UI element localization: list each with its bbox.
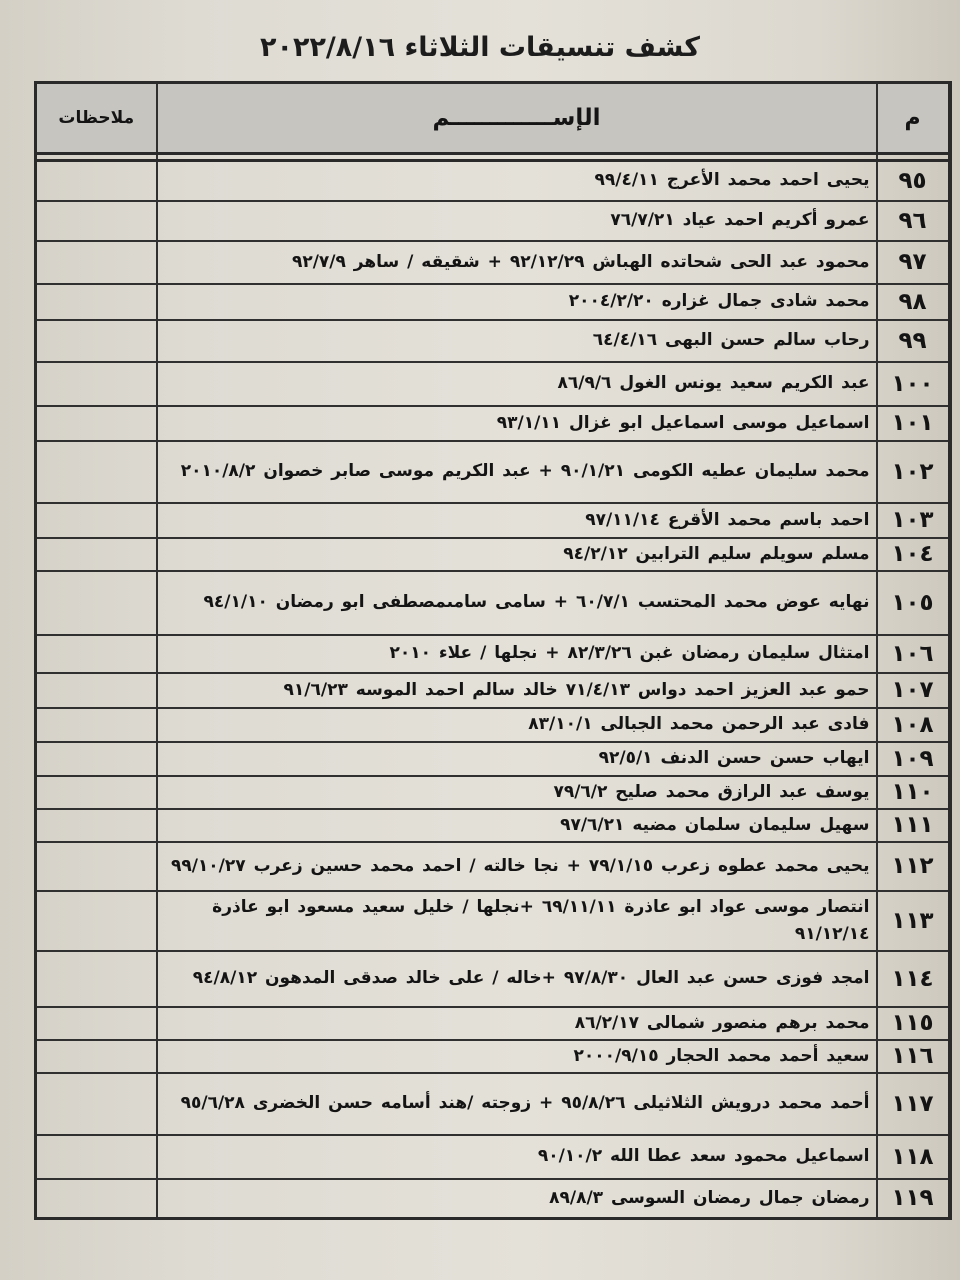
row-number: ٩٥ bbox=[877, 161, 950, 201]
row-number: ١٠٦ bbox=[877, 635, 950, 673]
table-row bbox=[36, 1073, 950, 1135]
row-number: ١١٥ bbox=[877, 1007, 950, 1040]
table-row bbox=[36, 1040, 950, 1073]
table-row bbox=[36, 776, 950, 809]
row-notes bbox=[36, 1179, 157, 1219]
row-name: احمد باسم محمد الأقرع ٩٧/١١/١٤ bbox=[157, 503, 877, 538]
row-number: ١١٣ bbox=[877, 891, 950, 951]
row-number: ٩٧ bbox=[877, 241, 950, 284]
table-row bbox=[36, 161, 950, 201]
row-name: نهايه عوض محمد المحتسب ٦٠/٧/١ + سامى سامىمصطفى ابو رمضان ٩٤/١/١٠ bbox=[157, 571, 877, 635]
row-notes bbox=[36, 320, 157, 362]
table-row bbox=[36, 842, 950, 891]
row-name: محمد سليمان عطيه الكومى ٩٠/١/٢١ + عبد الكريم موسى صابر خصوان ٢٠١٠/٨/٢ bbox=[157, 441, 877, 503]
row-number: ١٠٣ bbox=[877, 503, 950, 538]
row-name: اسماعيل محمود سعد عطا الله ٩٠/١٠/٢ bbox=[157, 1135, 877, 1179]
table-row bbox=[36, 406, 950, 441]
table-row bbox=[36, 441, 950, 503]
table-row bbox=[36, 241, 950, 284]
table-row bbox=[36, 320, 950, 362]
row-number: ٩٦ bbox=[877, 201, 950, 241]
table-row bbox=[36, 635, 950, 673]
row-name: امجد فوزى حسن عبد العال ٩٧/٨/٣٠ +خاله / على خالد صدقى المدهون ٩٤/٨/١٢ bbox=[157, 951, 877, 1007]
row-number: ١١٧ bbox=[877, 1073, 950, 1135]
table-row bbox=[36, 809, 950, 842]
table-row bbox=[36, 1135, 950, 1179]
row-notes bbox=[36, 241, 157, 284]
row-number: ١٠٤ bbox=[877, 538, 950, 571]
row-name: محمد شادى جمال غزاره ٢٠٠٤/٢/٢٠ bbox=[157, 284, 877, 320]
header-row bbox=[36, 83, 950, 154]
table-row bbox=[36, 284, 950, 320]
row-number: ١١٨ bbox=[877, 1135, 950, 1179]
table-row bbox=[36, 1007, 950, 1040]
table-row bbox=[36, 503, 950, 538]
row-notes bbox=[36, 635, 157, 673]
row-name: يحيى احمد محمد الأعرج ٩٩/٤/١١ bbox=[157, 161, 877, 201]
row-notes bbox=[36, 1135, 157, 1179]
table-row bbox=[36, 1179, 950, 1219]
table-row bbox=[36, 538, 950, 571]
row-name: أحمد محمد درويش الثلاثيلى ٩٥/٨/٢٦ + زوجته /هند أسامه حسن الخضرى ٩٥/٦/٢٨ bbox=[157, 1073, 877, 1135]
row-notes bbox=[36, 161, 157, 201]
row-notes bbox=[36, 503, 157, 538]
table-row bbox=[36, 673, 950, 708]
row-name: عبد الكريم سعيد يونس الغول ٨٦/٩/٦ bbox=[157, 362, 877, 406]
page-title: كشف تنسيقات الثلاثاء ٢٠٢٢/٨/١٦ bbox=[260, 32, 700, 63]
header-separator bbox=[36, 154, 950, 161]
table-row bbox=[36, 571, 950, 635]
table-row bbox=[36, 951, 950, 1007]
row-notes bbox=[36, 708, 157, 742]
header-number: م bbox=[877, 83, 950, 154]
row-notes bbox=[36, 742, 157, 776]
row-name: سعيد أحمد محمد الحجار ٢٠٠٠/٩/١٥ bbox=[157, 1040, 877, 1073]
row-number: ١٠٠ bbox=[877, 362, 950, 406]
row-number: ١١٦ bbox=[877, 1040, 950, 1073]
table-row bbox=[36, 362, 950, 406]
row-name: سهيل سليمان سلمان مضيه ٩٧/٦/٢١ bbox=[157, 809, 877, 842]
row-number: ١١٤ bbox=[877, 951, 950, 1007]
table-body bbox=[36, 154, 950, 1219]
row-name: حمو عبد العزيز احمد دواس ٧١/٤/١٣ خالد سالم احمد الموسه ٩١/٦/٢٣ bbox=[157, 673, 877, 708]
row-name: مسلم سويلم سليم الترابين ٩٤/٢/١٢ bbox=[157, 538, 877, 571]
row-name: ايهاب حسن حسن الدنف ٩٢/٥/١ bbox=[157, 742, 877, 776]
table-header bbox=[36, 83, 950, 154]
row-notes bbox=[36, 406, 157, 441]
row-number: ٩٩ bbox=[877, 320, 950, 362]
row-number: ١٠٩ bbox=[877, 742, 950, 776]
row-notes bbox=[36, 1073, 157, 1135]
row-notes bbox=[36, 441, 157, 503]
row-notes bbox=[36, 776, 157, 809]
row-notes bbox=[36, 1040, 157, 1073]
row-notes bbox=[36, 284, 157, 320]
row-notes bbox=[36, 1007, 157, 1040]
row-number: ١١٠ bbox=[877, 776, 950, 809]
row-notes bbox=[36, 538, 157, 571]
row-name: محمود عبد الحى شحاتده الهباش ٩٢/١٢/٢٩ + شقيقه / ساهر ٩٢/٧/٩ bbox=[157, 241, 877, 284]
row-notes bbox=[36, 362, 157, 406]
row-name: فادى عبد الرحمن محمد الجبالى ٨٣/١٠/١ bbox=[157, 708, 877, 742]
row-name: رمضان جمال رمضان السوسى ٨٩/٨/٣ bbox=[157, 1179, 877, 1219]
row-name: يحيى محمد عطوه زعرب ٧٩/١/١٥ + نجا خالته / احمد محمد حسين زعرب ٩٩/١٠/٢٧ bbox=[157, 842, 877, 891]
table-row bbox=[36, 708, 950, 742]
row-number: ١٠٥ bbox=[877, 571, 950, 635]
row-number: ١١١ bbox=[877, 809, 950, 842]
row-notes bbox=[36, 673, 157, 708]
row-name: انتصار موسى عواد ابو عاذرة ٦٩/١١/١١ +نجلها / خليل سعيد مسعود ابو عاذرة ٩١/١٢/١٤ bbox=[157, 891, 877, 951]
row-name: اسماعيل موسى اسماعيل ابو غزال ٩٣/١/١١ bbox=[157, 406, 877, 441]
names-table bbox=[34, 81, 952, 1220]
table-row bbox=[36, 891, 950, 951]
row-number: ١٠٢ bbox=[877, 441, 950, 503]
row-notes bbox=[36, 842, 157, 891]
row-notes bbox=[36, 951, 157, 1007]
row-number: ١٠١ bbox=[877, 406, 950, 441]
header-notes: ملاحظات bbox=[36, 83, 157, 154]
row-name: رحاب سالم حسن البهى ٦٤/٤/١٦ bbox=[157, 320, 877, 362]
row-name: يوسف عبد الرازق محمد صليح ٧٩/٦/٢ bbox=[157, 776, 877, 809]
header-name: الإســـــــــــــم bbox=[157, 83, 877, 154]
row-name: عمرو أكريم احمد عياد ٧٦/٧/٢١ bbox=[157, 201, 877, 241]
row-notes bbox=[36, 891, 157, 951]
row-number: ١١٩ bbox=[877, 1179, 950, 1219]
row-number: ١١٢ bbox=[877, 842, 950, 891]
row-notes bbox=[36, 571, 157, 635]
row-notes bbox=[36, 809, 157, 842]
row-number: ١٠٨ bbox=[877, 708, 950, 742]
table-row bbox=[36, 201, 950, 241]
row-notes bbox=[36, 201, 157, 241]
table-row bbox=[36, 742, 950, 776]
row-name: محمد برهم منصور شمالى ٨٦/٢/١٧ bbox=[157, 1007, 877, 1040]
row-name: امتثال سليمان رمضان غبن ٨٢/٣/٢٦ + نجلها / علاء ٢٠١٠ bbox=[157, 635, 877, 673]
row-number: ١٠٧ bbox=[877, 673, 950, 708]
row-number: ٩٨ bbox=[877, 284, 950, 320]
